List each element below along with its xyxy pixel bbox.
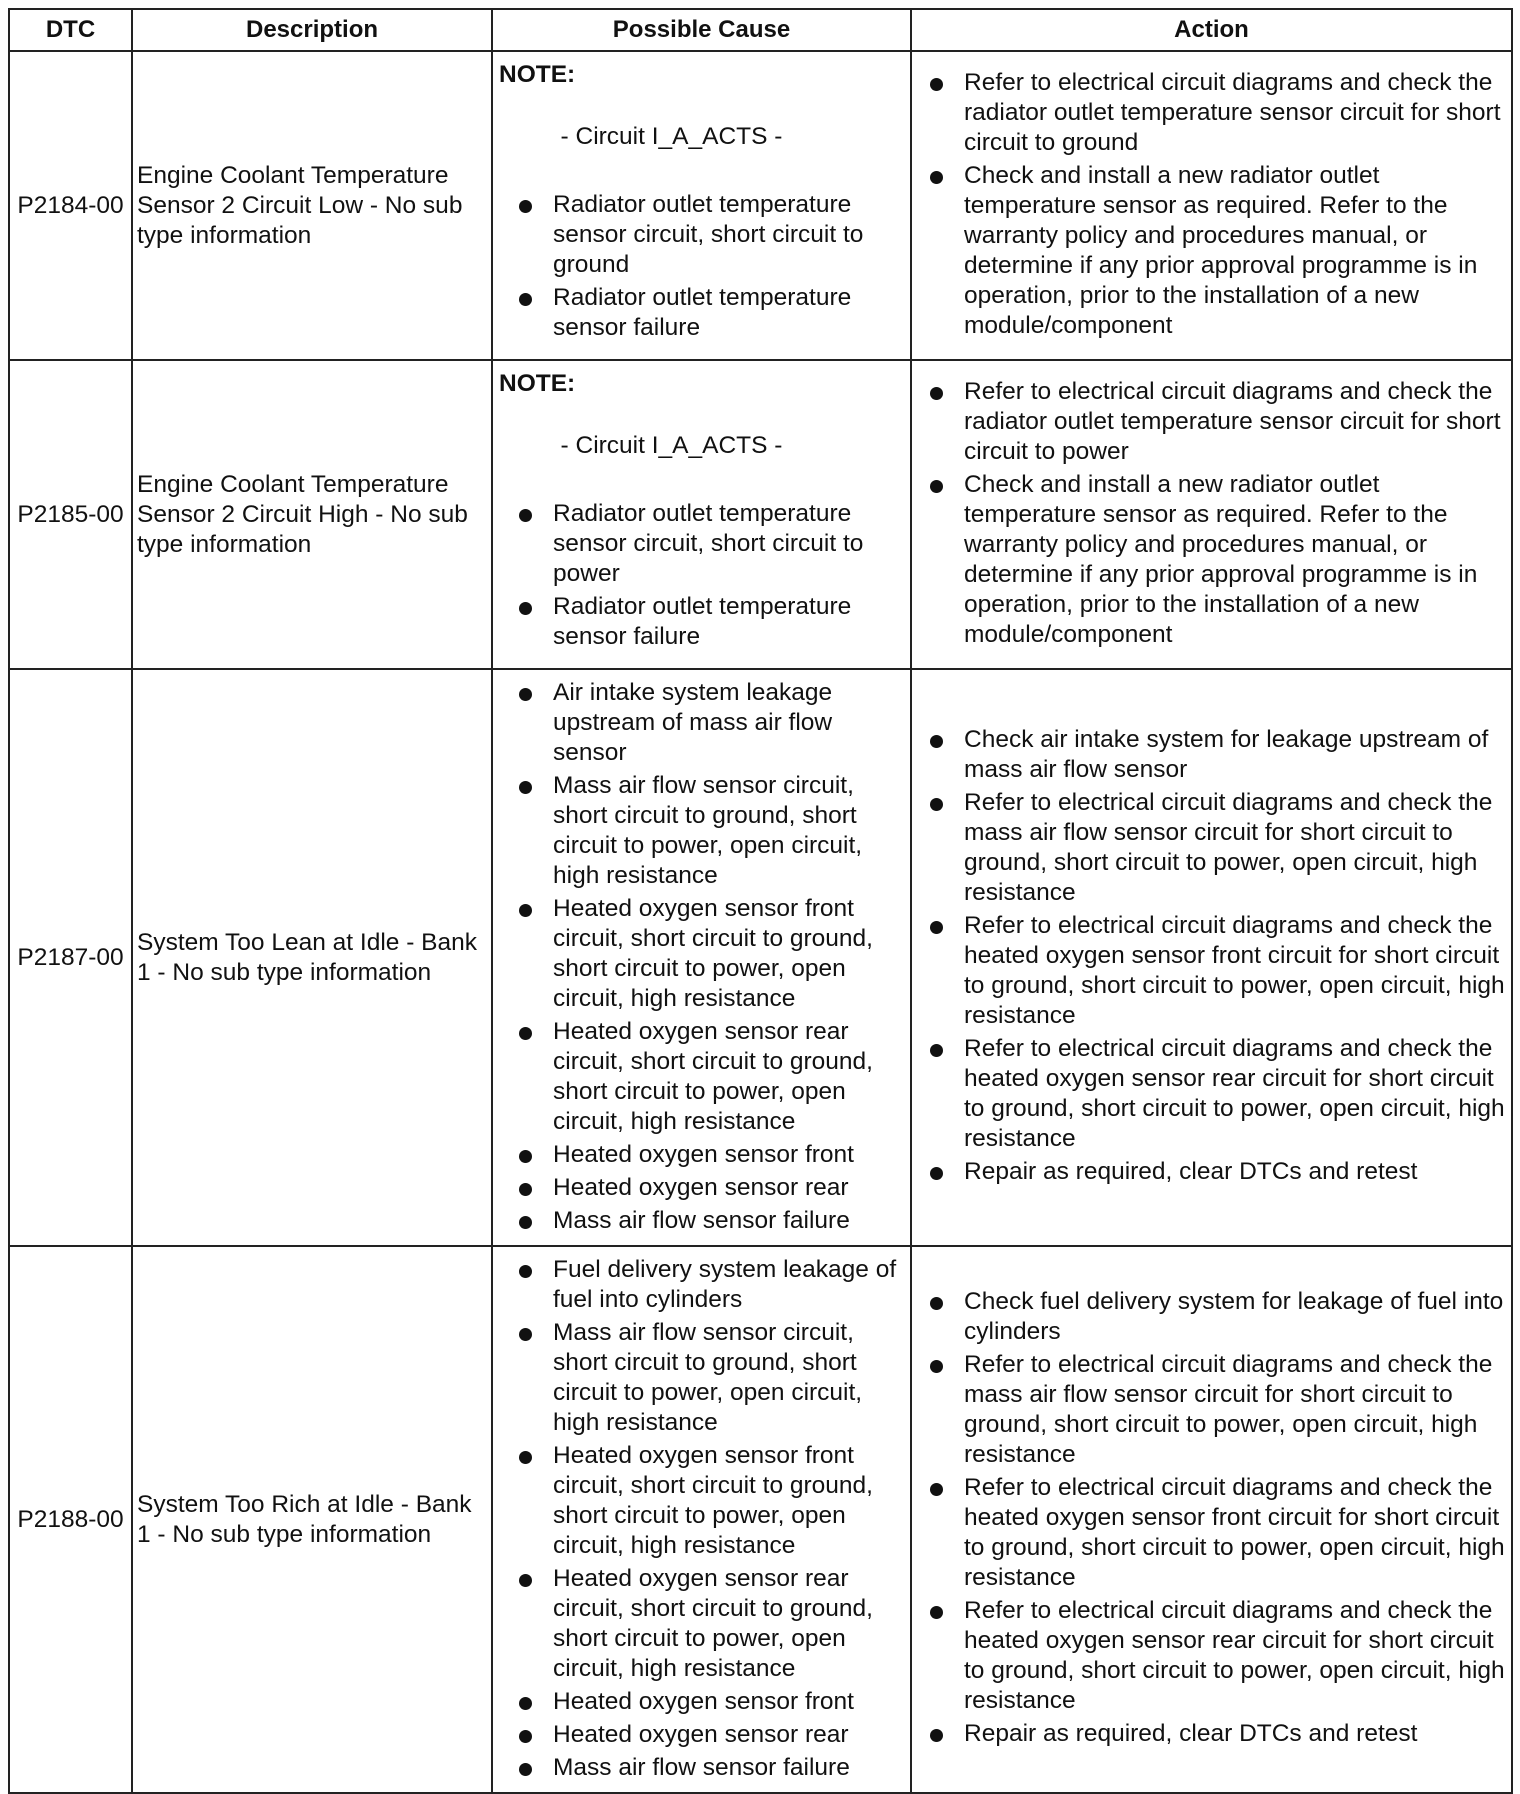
bullet-icon (930, 1483, 943, 1496)
dtc-code: P2184-00 (9, 51, 132, 360)
dtc-code: P2185-00 (9, 360, 132, 669)
bullet-icon (930, 1167, 943, 1180)
dtc-code: P2187-00 (9, 669, 132, 1246)
note-title: NOTE: (499, 370, 576, 397)
action-list (930, 1287, 1505, 1749)
header-description: Description (132, 9, 492, 51)
bullet-icon (930, 921, 943, 934)
list-item: Radiator outlet temperature sensor circuit, short circuit to power (519, 499, 904, 589)
list-item: Heated oxygen sensor rear circuit, short circuit to ground, short circuit to power, open circuit, high resistance (519, 1017, 904, 1137)
list-item: Heated oxygen sensor rear (519, 1173, 904, 1203)
bullet-icon (930, 387, 943, 400)
bullet-icon (930, 1297, 943, 1310)
list-item: Radiator outlet temperature sensor failure (519, 283, 904, 343)
list-item: Mass air flow sensor circuit, short circuit to ground, short circuit to power, open circuit, high resistance (519, 1318, 904, 1438)
table-row (9, 360, 1512, 669)
bullet-icon (519, 1451, 532, 1464)
action-cell (911, 1246, 1512, 1793)
bullet-icon (519, 1730, 532, 1743)
bullet-icon (930, 798, 943, 811)
bullet-icon (519, 509, 532, 522)
note-circuit: - Circuit I_A_ACTS - (560, 432, 783, 459)
bullet-icon (519, 200, 532, 213)
list-item: Check air intake system for leakage upstream of mass air flow sensor (930, 725, 1505, 785)
possible-cause-cell (492, 360, 911, 669)
bullet-icon (930, 78, 943, 91)
table-row (9, 1246, 1512, 1793)
bullet-icon (930, 1360, 943, 1373)
header-dtc: DTC (9, 9, 132, 51)
list-item: Mass air flow sensor failure (519, 1206, 904, 1236)
note-circuit: - Circuit I_A_ACTS - (560, 123, 783, 150)
cause-list (499, 499, 904, 652)
bullet-icon (930, 1729, 943, 1742)
action-cell (911, 51, 1512, 360)
bullet-icon (930, 1044, 943, 1057)
list-item: Refer to electrical circuit diagrams and check the heated oxygen sensor rear circuit for short circuit to ground, short circuit to power, open circuit, high resistance (930, 1034, 1505, 1154)
list-item: Refer to electrical circuit diagrams and check the heated oxygen sensor rear circuit for short circuit to ground, short circuit to power, open circuit, high resistance (930, 1596, 1505, 1716)
list-item: Repair as required, clear DTCs and retest (930, 1719, 1505, 1749)
list-item: Check and install a new radiator outlet temperature sensor as required. Refer to the warranty policy and procedures manual, or determine if any prior approval programme is in operation, prior to the installation of a new module/component (930, 470, 1505, 650)
dtc-description: System Too Lean at Idle - Bank 1 - No sub type information (132, 669, 492, 1246)
list-item: Refer to electrical circuit diagrams and check the radiator outlet temperature sensor circuit for short circuit to ground (930, 68, 1505, 158)
list-item: Air intake system leakage upstream of mass air flow sensor (519, 678, 904, 768)
list-item: Heated oxygen sensor front circuit, short circuit to ground, short circuit to power, open circuit, high resistance (519, 1441, 904, 1561)
dtc-table (8, 8, 1513, 1794)
list-item: Check and install a new radiator outlet temperature sensor as required. Refer to the warranty policy and procedures manual, or determine if any prior approval programme is in operation, prior to the installation of a new module/component (930, 161, 1505, 341)
possible-cause-cell (492, 51, 911, 360)
bullet-icon (930, 171, 943, 184)
note-title: NOTE: (499, 61, 576, 88)
header-possible-cause: Possible Cause (492, 9, 911, 51)
list-item: Heated oxygen sensor front (519, 1687, 904, 1717)
bullet-icon (519, 1183, 532, 1196)
action-list (930, 377, 1505, 650)
list-item: Refer to electrical circuit diagrams and check the heated oxygen sensor front circuit for short circuit to ground, short circuit to power, open circuit, high resistance (930, 1473, 1505, 1593)
dtc-code: P2188-00 (9, 1246, 132, 1793)
bullet-icon (519, 688, 532, 701)
list-item: Radiator outlet temperature sensor failure (519, 592, 904, 652)
action-cell (911, 669, 1512, 1246)
dtc-description: Engine Coolant Temperature Sensor 2 Circuit Low - No sub type information (132, 51, 492, 360)
cause-list (499, 190, 904, 343)
bullet-icon (930, 1606, 943, 1619)
list-item: Heated oxygen sensor front (519, 1140, 904, 1170)
bullet-icon (930, 735, 943, 748)
list-item: Heated oxygen sensor rear (519, 1720, 904, 1750)
list-item: Refer to electrical circuit diagrams and check the mass air flow sensor circuit for short circuit to ground, short circuit to power, open circuit, high resistance (930, 1350, 1505, 1470)
header-action: Action (911, 9, 1512, 51)
dtc-description: System Too Rich at Idle - Bank 1 - No sub type information (132, 1246, 492, 1793)
action-list (930, 725, 1505, 1187)
list-item: Heated oxygen sensor rear circuit, short circuit to ground, short circuit to power, open circuit, high resistance (519, 1564, 904, 1684)
dtc-document (8, 8, 1511, 1794)
dtc-description: Engine Coolant Temperature Sensor 2 Circuit High - No sub type information (132, 360, 492, 669)
action-cell (911, 360, 1512, 669)
bullet-icon (930, 480, 943, 493)
list-item: Repair as required, clear DTCs and retest (930, 1157, 1505, 1187)
action-list (930, 68, 1505, 341)
bullet-icon (519, 1027, 532, 1040)
table-header-row (9, 9, 1512, 51)
table-row (9, 669, 1512, 1246)
bullet-icon (519, 1150, 532, 1163)
bullet-icon (519, 904, 532, 917)
list-item: Heated oxygen sensor front circuit, short circuit to ground, short circuit to power, open circuit, high resistance (519, 894, 904, 1014)
list-item: Mass air flow sensor failure (519, 1753, 904, 1783)
bullet-icon (519, 1697, 532, 1710)
list-item: Refer to electrical circuit diagrams and check the radiator outlet temperature sensor circuit for short circuit to power (930, 377, 1505, 467)
bullet-icon (519, 1328, 532, 1341)
bullet-icon (519, 602, 532, 615)
list-item: Check fuel delivery system for leakage of fuel into cylinders (930, 1287, 1505, 1347)
cause-list (499, 1255, 904, 1783)
cause-list (499, 678, 904, 1236)
possible-cause-cell (492, 1246, 911, 1793)
bullet-icon (519, 1574, 532, 1587)
list-item: Fuel delivery system leakage of fuel into cylinders (519, 1255, 904, 1315)
bullet-icon (519, 293, 532, 306)
bullet-icon (519, 1763, 532, 1776)
list-item: Refer to electrical circuit diagrams and check the heated oxygen sensor front circuit for short circuit to ground, short circuit to power, open circuit, high resistance (930, 911, 1505, 1031)
list-item: Mass air flow sensor circuit, short circuit to ground, short circuit to power, open circuit, high resistance (519, 771, 904, 891)
list-item: Radiator outlet temperature sensor circuit, short circuit to ground (519, 190, 904, 280)
list-item: Refer to electrical circuit diagrams and check the mass air flow sensor circuit for short circuit to ground, short circuit to power, open circuit, high resistance (930, 788, 1505, 908)
bullet-icon (519, 1216, 532, 1229)
possible-cause-cell (492, 669, 911, 1246)
table-row (9, 51, 1512, 360)
bullet-icon (519, 781, 532, 794)
bullet-icon (519, 1265, 532, 1278)
